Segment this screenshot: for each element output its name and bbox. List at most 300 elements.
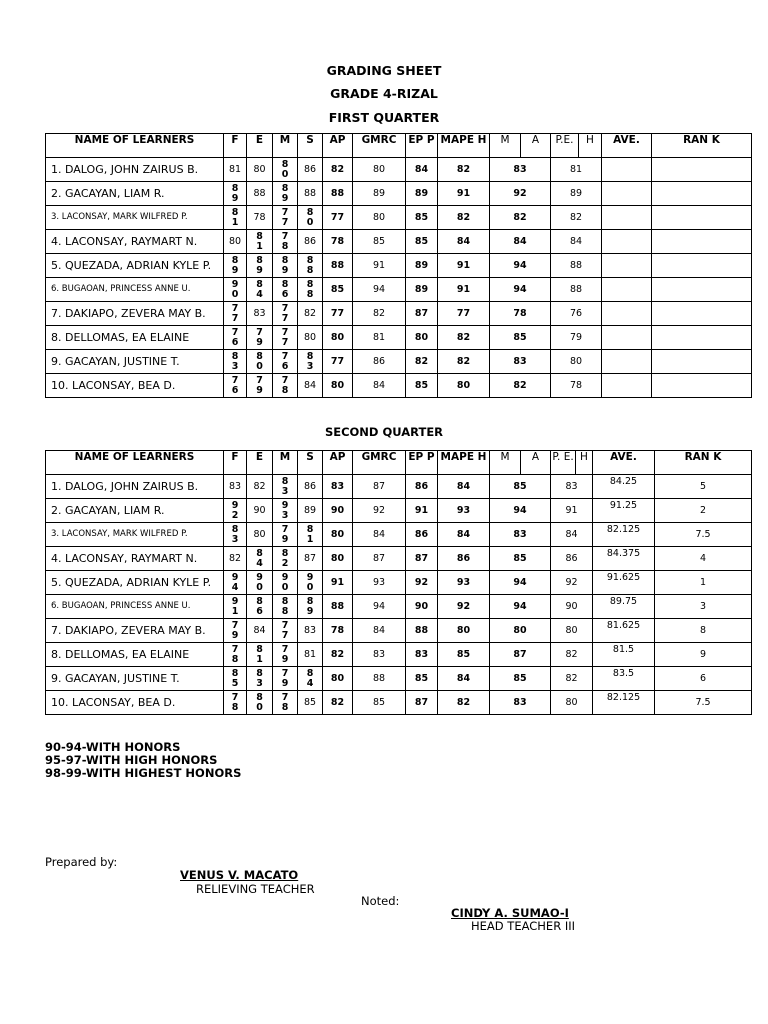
cell-ave: 83.5	[593, 667, 655, 691]
cell-pe: 80	[551, 350, 602, 374]
table-row	[46, 206, 752, 230]
cell-mapeh: 82	[438, 206, 490, 230]
cell-name: 9. GACAYAN, JUSTINE T.	[46, 667, 224, 691]
cell-name: 1. DALOG, JOHN ZAIRUS B.	[46, 158, 224, 182]
cell-gmrc: 81	[353, 326, 406, 350]
cell-m: 7 9	[273, 643, 298, 667]
cell-mapeh: 82	[438, 158, 490, 182]
cell-rank	[652, 158, 752, 182]
cell-gmrc: 85	[353, 691, 406, 715]
cell-m: 7 7	[273, 619, 298, 643]
cell-e: 78	[247, 206, 273, 230]
col-name: NAME OF LEARNERS	[46, 451, 224, 475]
col-gmrc: GMRC	[353, 134, 406, 158]
cell-pe: 88	[551, 254, 602, 278]
cell-ap: 88	[323, 595, 353, 619]
cell-gmrc: 84	[353, 374, 406, 398]
cell-m: 7 7	[273, 326, 298, 350]
first-quarter-title: FIRST QUARTER	[328, 110, 440, 125]
prepared-by-title: RELIEVING TEACHER	[196, 882, 315, 896]
cell-ep: 82	[406, 350, 438, 374]
cell-ma: 83	[490, 691, 551, 715]
cell-e: 90	[247, 499, 273, 523]
cell-m: 8 6	[273, 278, 298, 302]
cell-mapeh: 84	[438, 475, 490, 499]
cell-f: 7 9	[224, 619, 247, 643]
cell-name: 8. DELLOMAS, EA ELAINE	[46, 643, 224, 667]
cell-name: 8. DELLOMAS, EA ELAINE	[46, 326, 224, 350]
cell-pe: 82	[551, 643, 593, 667]
cell-gmrc: 93	[353, 571, 406, 595]
cell-ma: 85	[490, 326, 551, 350]
col-pe: P. E.	[551, 451, 576, 475]
table-row	[46, 691, 752, 715]
cell-mapeh: 86	[438, 547, 490, 571]
cell-e: 80	[247, 158, 273, 182]
cell-name: 3. LACONSAY, MARK WILFRED P.	[46, 206, 224, 230]
cell-gmrc: 85	[353, 230, 406, 254]
cell-mapeh: 84	[438, 230, 490, 254]
col-m: M	[273, 451, 298, 475]
cell-ap: 82	[323, 158, 353, 182]
cell-e: 8 4	[247, 547, 273, 571]
table-row	[46, 182, 752, 206]
cell-ave	[602, 182, 652, 206]
cell-ep: 88	[406, 619, 438, 643]
cell-name: 10. LACONSAY, BEA D.	[46, 374, 224, 398]
cell-name: 3. LACONSAY, MARK WILFRED P.	[46, 523, 224, 547]
cell-ap: 90	[323, 499, 353, 523]
cell-gmrc: 87	[353, 475, 406, 499]
cell-mapeh: 85	[438, 643, 490, 667]
cell-e: 8 0	[247, 691, 273, 715]
first-quarter-rows	[46, 158, 752, 398]
cell-s: 9 0	[298, 571, 323, 595]
cell-rank	[652, 278, 752, 302]
legend-item: 98-99-WITH HIGHEST HONORS	[45, 766, 242, 780]
col-ave: AVE.	[593, 451, 655, 475]
cell-ma: 94	[490, 595, 551, 619]
cell-rank	[652, 206, 752, 230]
cell-s: 86	[298, 475, 323, 499]
col-f: F	[224, 134, 247, 158]
col-gmrc: GMRC	[353, 451, 406, 475]
cell-mapeh: 77	[438, 302, 490, 326]
cell-m: 8 3	[273, 475, 298, 499]
cell-ma: 83	[490, 350, 551, 374]
cell-e: 8 4	[247, 278, 273, 302]
cell-name: 7. DAKIAPO, ZEVERA MAY B.	[46, 302, 224, 326]
cell-ap: 91	[323, 571, 353, 595]
col-music: M	[490, 134, 521, 158]
cell-mapeh: 93	[438, 571, 490, 595]
cell-pe: 92	[551, 571, 593, 595]
cell-gmrc: 84	[353, 619, 406, 643]
cell-name: 7. DAKIAPO, ZEVERA MAY B.	[46, 619, 224, 643]
col-arts: A	[521, 451, 551, 475]
table-row	[46, 667, 752, 691]
cell-s: 80	[298, 326, 323, 350]
cell-ep: 89	[406, 254, 438, 278]
cell-ave	[602, 158, 652, 182]
cell-s: 8 4	[298, 667, 323, 691]
table-row	[46, 254, 752, 278]
cell-ep: 91	[406, 499, 438, 523]
cell-pe: 82	[551, 206, 602, 230]
cell-mapeh: 82	[438, 326, 490, 350]
cell-s: 82	[298, 302, 323, 326]
cell-ma: 85	[490, 667, 551, 691]
cell-ap: 85	[323, 278, 353, 302]
table-row	[46, 595, 752, 619]
second-quarter-table	[45, 450, 752, 715]
cell-s: 88	[298, 182, 323, 206]
cell-ep: 86	[406, 523, 438, 547]
cell-ep: 85	[406, 374, 438, 398]
cell-name: 2. GACAYAN, LIAM R.	[46, 499, 224, 523]
col-e: E	[247, 451, 273, 475]
cell-rank	[652, 326, 752, 350]
prepared-by-label: Prepared by:	[45, 855, 118, 869]
cell-f: 8 9	[224, 254, 247, 278]
table-row	[46, 619, 752, 643]
cell-pe: 90	[551, 595, 593, 619]
cell-mapeh: 92	[438, 595, 490, 619]
cell-rank	[652, 182, 752, 206]
noted-by-title: HEAD TEACHER III	[471, 919, 576, 933]
cell-m: 8 2	[273, 547, 298, 571]
cell-ep: 83	[406, 643, 438, 667]
cell-ave: 81.625	[593, 619, 655, 643]
cell-pe: 88	[551, 278, 602, 302]
cell-ep: 92	[406, 571, 438, 595]
cell-ma: 83	[490, 158, 551, 182]
cell-e: 9 0	[247, 571, 273, 595]
cell-mapeh: 93	[438, 499, 490, 523]
cell-pe: 89	[551, 182, 602, 206]
col-rank: RAN K	[652, 134, 752, 158]
cell-s: 89	[298, 499, 323, 523]
cell-ep: 84	[406, 158, 438, 182]
cell-mapeh: 80	[438, 619, 490, 643]
col-e: E	[247, 134, 273, 158]
cell-gmrc: 91	[353, 254, 406, 278]
cell-pe: 84	[551, 230, 602, 254]
cell-e: 82	[247, 475, 273, 499]
cell-ap: 78	[323, 230, 353, 254]
cell-f: 8 9	[224, 182, 247, 206]
cell-ave: 82.125	[593, 691, 655, 715]
second-quarter-rows	[46, 475, 752, 715]
cell-ap: 83	[323, 475, 353, 499]
cell-ep: 87	[406, 302, 438, 326]
cell-m: 8 8	[273, 595, 298, 619]
cell-ep: 87	[406, 691, 438, 715]
cell-name: 1. DALOG, JOHN ZAIRUS B.	[46, 475, 224, 499]
cell-f: 8 3	[224, 350, 247, 374]
cell-m: 7 7	[273, 206, 298, 230]
table-row	[46, 571, 752, 595]
cell-pe: 82	[551, 667, 593, 691]
cell-s: 8 3	[298, 350, 323, 374]
cell-rank: 1	[655, 571, 752, 595]
cell-gmrc: 83	[353, 643, 406, 667]
cell-mapeh: 91	[438, 278, 490, 302]
cell-mapeh: 80	[438, 374, 490, 398]
col-mapeh: MAPE H	[438, 134, 490, 158]
cell-s: 86	[298, 230, 323, 254]
cell-name: 6. BUGAOAN, PRINCESS ANNE U.	[46, 278, 224, 302]
cell-pe: 84	[551, 523, 593, 547]
cell-gmrc: 80	[353, 158, 406, 182]
col-name: NAME OF LEARNERS	[46, 134, 224, 158]
cell-ep: 85	[406, 230, 438, 254]
cell-name: 10. LACONSAY, BEA D.	[46, 691, 224, 715]
cell-e: 88	[247, 182, 273, 206]
col-s: S	[298, 134, 323, 158]
cell-f: 8 5	[224, 667, 247, 691]
cell-gmrc: 80	[353, 206, 406, 230]
cell-pe: 80	[551, 619, 593, 643]
cell-ap: 80	[323, 667, 353, 691]
cell-ma: 85	[490, 547, 551, 571]
cell-gmrc: 88	[353, 667, 406, 691]
cell-mapeh: 91	[438, 254, 490, 278]
cell-name: 2. GACAYAN, LIAM R.	[46, 182, 224, 206]
cell-pe: 80	[551, 691, 593, 715]
cell-s: 8 0	[298, 206, 323, 230]
cell-ma: 78	[490, 302, 551, 326]
cell-ave: 91.625	[593, 571, 655, 595]
cell-rank: 5	[655, 475, 752, 499]
cell-f: 9 0	[224, 278, 247, 302]
cell-ep: 85	[406, 667, 438, 691]
cell-m: 9 0	[273, 571, 298, 595]
col-pe: P.E.	[551, 134, 579, 158]
cell-pe: 78	[551, 374, 602, 398]
cell-rank	[652, 254, 752, 278]
col-mapeh: MAPE H	[438, 451, 490, 475]
cell-s: 87	[298, 547, 323, 571]
cell-ap: 88	[323, 254, 353, 278]
cell-ave	[602, 302, 652, 326]
cell-f: 9 1	[224, 595, 247, 619]
prepared-by-name: VENUS V. MACATO	[180, 868, 299, 882]
cell-pe: 79	[551, 326, 602, 350]
second-quarter-title: SECOND QUARTER	[324, 425, 444, 439]
cell-ave	[602, 254, 652, 278]
cell-pe: 91	[551, 499, 593, 523]
cell-ma: 84	[490, 230, 551, 254]
cell-f: 7 7	[224, 302, 247, 326]
cell-s: 86	[298, 158, 323, 182]
cell-mapeh: 91	[438, 182, 490, 206]
cell-ma: 94	[490, 278, 551, 302]
cell-gmrc: 86	[353, 350, 406, 374]
table-row	[46, 278, 752, 302]
cell-ap: 77	[323, 206, 353, 230]
cell-s: 83	[298, 619, 323, 643]
cell-ma: 94	[490, 254, 551, 278]
class-name: GRADE 4-RIZAL	[330, 86, 438, 101]
table-row	[46, 350, 752, 374]
cell-f: 7 6	[224, 374, 247, 398]
cell-e: 84	[247, 619, 273, 643]
table-row	[46, 230, 752, 254]
cell-m: 8 0	[273, 158, 298, 182]
cell-mapeh: 82	[438, 350, 490, 374]
cell-ma: 82	[490, 374, 551, 398]
cell-rank	[652, 374, 752, 398]
cell-ap: 88	[323, 182, 353, 206]
cell-ave: 84.375	[593, 547, 655, 571]
cell-ave	[602, 350, 652, 374]
table-row	[46, 499, 752, 523]
cell-rank	[652, 230, 752, 254]
cell-f: 9 2	[224, 499, 247, 523]
first-quarter-table	[45, 133, 752, 398]
cell-s: 81	[298, 643, 323, 667]
cell-m: 9 3	[273, 499, 298, 523]
table-row	[46, 547, 752, 571]
cell-f: 80	[224, 230, 247, 254]
table-row	[46, 523, 752, 547]
table-row	[46, 302, 752, 326]
cell-ave: 81.5	[593, 643, 655, 667]
legend-item: 95-97-WITH HIGH HONORS	[45, 753, 218, 767]
cell-name: 4. LACONSAY, RAYMART N.	[46, 230, 224, 254]
cell-f: 81	[224, 158, 247, 182]
cell-ma: 87	[490, 643, 551, 667]
cell-gmrc: 92	[353, 499, 406, 523]
cell-gmrc: 94	[353, 595, 406, 619]
cell-rank	[652, 350, 752, 374]
col-m: M	[273, 134, 298, 158]
cell-m: 7 7	[273, 302, 298, 326]
honors-legend	[45, 741, 241, 780]
cell-s: 84	[298, 374, 323, 398]
cell-name: 4. LACONSAY, RAYMART N.	[46, 547, 224, 571]
cell-f: 82	[224, 547, 247, 571]
cell-gmrc: 94	[353, 278, 406, 302]
cell-gmrc: 89	[353, 182, 406, 206]
header-row	[46, 451, 752, 475]
cell-mapeh: 84	[438, 667, 490, 691]
cell-e: 8 0	[247, 350, 273, 374]
col-ep: EP P	[406, 451, 438, 475]
cell-e: 8 6	[247, 595, 273, 619]
table-row	[46, 374, 752, 398]
col-ap: AP	[323, 451, 353, 475]
cell-rank: 3	[655, 595, 752, 619]
cell-ap: 77	[323, 302, 353, 326]
cell-m: 7 8	[273, 374, 298, 398]
col-rank: RAN K	[655, 451, 752, 475]
cell-rank: 6	[655, 667, 752, 691]
cell-e: 7 9	[247, 326, 273, 350]
table-row	[46, 326, 752, 350]
cell-ave: 82.125	[593, 523, 655, 547]
cell-f: 8 1	[224, 206, 247, 230]
cell-m: 8 9	[273, 254, 298, 278]
cell-ma: 94	[490, 499, 551, 523]
cell-ep: 80	[406, 326, 438, 350]
cell-ave	[602, 278, 652, 302]
cell-ma: 82	[490, 206, 551, 230]
cell-f: 9 4	[224, 571, 247, 595]
col-arts: A	[521, 134, 551, 158]
cell-ma: 94	[490, 571, 551, 595]
cell-ep: 90	[406, 595, 438, 619]
cell-f: 8 3	[224, 523, 247, 547]
cell-ave: 91.25	[593, 499, 655, 523]
col-s: S	[298, 451, 323, 475]
cell-ep: 89	[406, 278, 438, 302]
cell-name: 5. QUEZADA, ADRIAN KYLE P.	[46, 571, 224, 595]
col-music: M	[490, 451, 521, 475]
cell-ep: 85	[406, 206, 438, 230]
cell-ap: 77	[323, 350, 353, 374]
cell-ap: 80	[323, 326, 353, 350]
cell-e: 8 3	[247, 667, 273, 691]
cell-ma: 92	[490, 182, 551, 206]
cell-m: 7 6	[273, 350, 298, 374]
cell-ave	[602, 230, 652, 254]
cell-f: 7 8	[224, 643, 247, 667]
noted-label: Noted:	[361, 894, 400, 908]
legend-item: 90-94-WITH HONORS	[45, 740, 181, 754]
cell-s: 8 8	[298, 278, 323, 302]
cell-m: 7 9	[273, 667, 298, 691]
cell-e: 8 9	[247, 254, 273, 278]
table-row	[46, 475, 752, 499]
cell-ap: 78	[323, 619, 353, 643]
cell-pe: 81	[551, 158, 602, 182]
cell-pe: 76	[551, 302, 602, 326]
cell-ap: 82	[323, 691, 353, 715]
cell-ap: 82	[323, 643, 353, 667]
cell-m: 8 9	[273, 182, 298, 206]
cell-rank	[652, 302, 752, 326]
cell-rank: 9	[655, 643, 752, 667]
cell-s: 8 1	[298, 523, 323, 547]
cell-m: 7 8	[273, 230, 298, 254]
cell-name: 5. QUEZADA, ADRIAN KYLE P.	[46, 254, 224, 278]
cell-ave	[602, 206, 652, 230]
cell-s: 85	[298, 691, 323, 715]
cell-ma: 80	[490, 619, 551, 643]
cell-ave: 84.25	[593, 475, 655, 499]
table-row	[46, 158, 752, 182]
cell-mapeh: 82	[438, 691, 490, 715]
cell-ap: 80	[323, 374, 353, 398]
cell-e: 7 9	[247, 374, 273, 398]
cell-e: 8 1	[247, 230, 273, 254]
cell-f: 7 8	[224, 691, 247, 715]
col-health: H	[576, 451, 593, 475]
cell-ep: 86	[406, 475, 438, 499]
cell-f: 7 6	[224, 326, 247, 350]
cell-ave: 89.75	[593, 595, 655, 619]
cell-ave	[602, 374, 652, 398]
cell-ave	[602, 326, 652, 350]
cell-ep: 89	[406, 182, 438, 206]
cell-pe: 83	[551, 475, 593, 499]
cell-ma: 83	[490, 523, 551, 547]
cell-m: 7 9	[273, 523, 298, 547]
cell-name: 9. GACAYAN, JUSTINE T.	[46, 350, 224, 374]
cell-ap: 80	[323, 523, 353, 547]
